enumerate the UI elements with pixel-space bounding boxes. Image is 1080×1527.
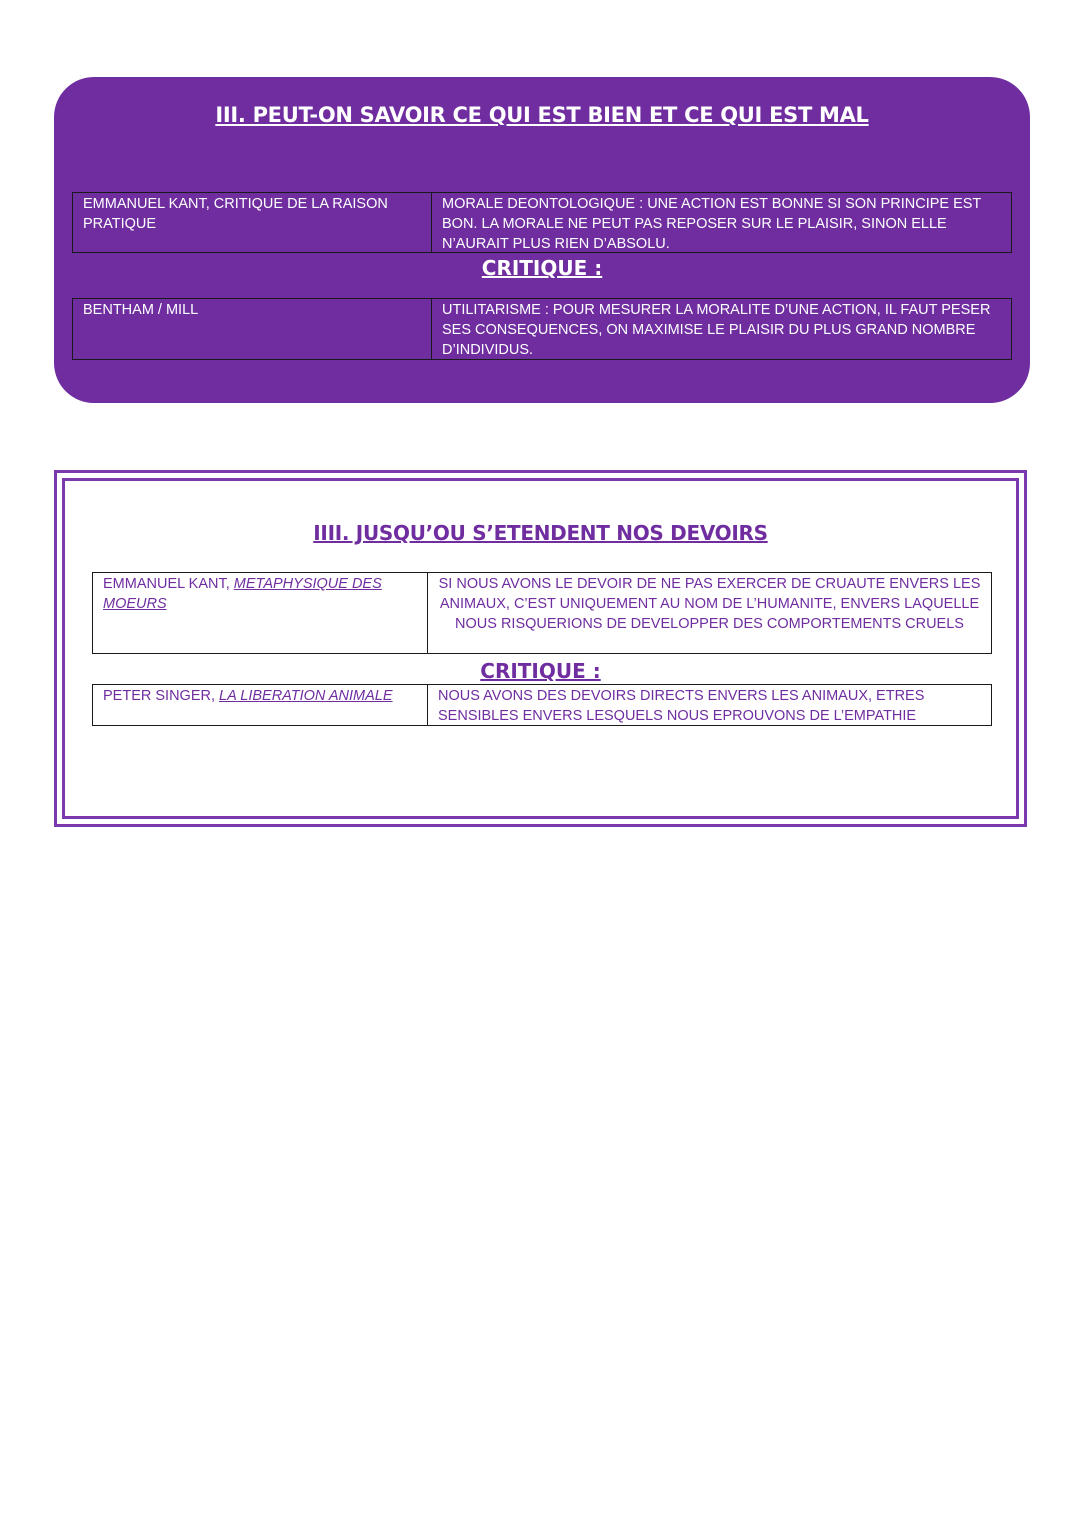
section-3-title: III. PEUT-ON SAVOIR CE QUI EST BIEN ET CE QUI EST MAL: [215, 103, 869, 127]
work-title: LA LIBERATION ANIMALE: [219, 688, 393, 704]
author-name: PETER SINGER,: [103, 688, 220, 704]
work-title: METAPHYSIQUE DES MOEURS: [103, 576, 382, 612]
table-cell-text: SI NOUS AVONS LE DEVOIR DE NE PAS EXERCER DE CRUAUTE ENVERS LES ANIMAUX, C’EST UNIQUEMENT AU NOM DE L’HUMANITE, ENVERS LAQUELLE NOUS RISQUERIONS DE DEVELOPPER DES COMPORTEMENTS CRUELS: [438, 576, 981, 632]
section-3-table-2: [72, 298, 1012, 360]
table-cell-author: BENTHAM / MILL: [73, 299, 432, 359]
table-cell-author: EMMANUEL KANT, CRITIQUE DE LA RAISON PRATIQUE: [73, 193, 432, 252]
section-4-table-2: [92, 684, 992, 726]
section-3-panel: [54, 77, 1030, 403]
table-cell-text: NOUS AVONS DES DEVOIRS DIRECTS ENVERS LES ANIMAUX, ETRES SENSIBLES ENVERS LESQUELS NOUS EPROUVONS DE L’EMPATHIE: [438, 688, 925, 724]
section-3-table-1: [72, 192, 1012, 253]
critique-label: CRITIQUE :: [481, 256, 603, 280]
section-4-title: IIII. JUSQU’OU S’ETENDENT NOS DEVOIRS: [313, 521, 768, 545]
table-cell-text: MORALE DEONTOLOGIQUE : UNE ACTION EST BONNE SI SON PRINCIPE EST BON. LA MORALE NE PEUT PAS REPOSER SUR LE PLAISIR, SINON ELLE N’AURAIT PLUS RIEN D’ABSOLU.: [442, 196, 982, 252]
author-name: EMMANUEL KANT,: [103, 576, 234, 592]
section-4-panel: [62, 478, 1019, 819]
section-4-frame: [54, 470, 1027, 827]
table-cell-text: UTILITARISME : POUR MESURER LA MORALITE D’UNE ACTION, IL FAUT PESER SES CONSEQUENCES, ON MAXIMISE LE PLAISIR DU PLUS GRAND NOMBRE D’INDIVIDUS.: [442, 302, 991, 358]
table-cell-author: [93, 573, 428, 653]
critique-label: CRITIQUE :: [480, 659, 601, 683]
section-4-table-1: [92, 572, 992, 654]
table-cell-author: [93, 685, 428, 725]
